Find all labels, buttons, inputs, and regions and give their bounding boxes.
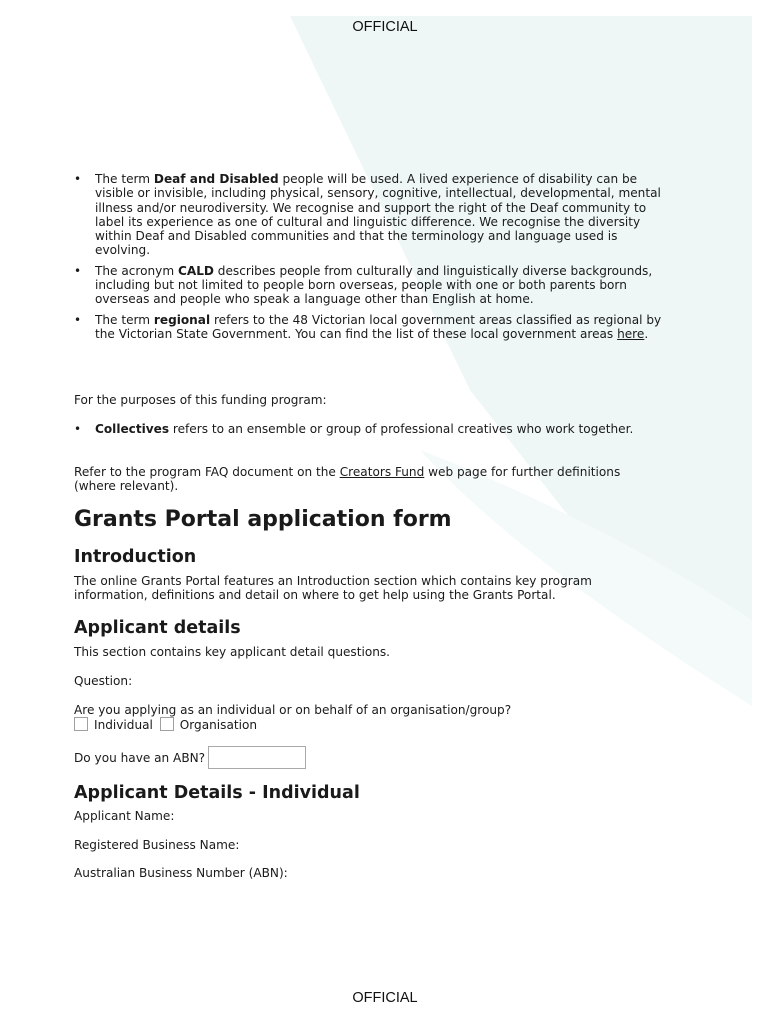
applicant-details-heading: Applicant details <box>74 618 241 638</box>
creators-fund-link[interactable]: Creators Fund <box>339 465 425 479</box>
individual-option-label: Individual <box>94 718 153 732</box>
introduction-text: The online Grants Portal features an Introduction section which contains key program information, definitions and detail on where to get help using the Grants Portal. <box>74 574 592 603</box>
list-item: • The term Deaf and Disabled people will be used. A lived experience of disability can be visible or invisible, including physical, sensory, cognitive, intellectual, developmental, mental illness and/or neurodiversity. We recognise and support the right of the Deaf community to label its experience as one of cultural and linguistic difference. We recognise the diversity within Deaf and Disabled communities and that the terminology and language used is evolving. <box>74 172 661 258</box>
collectives-list <box>74 422 664 436</box>
abn-input[interactable] <box>208 746 306 769</box>
faq-note: Refer to the program FAQ document on the Creators Fund web page for further definitions (where relevant). <box>74 465 621 494</box>
abn-question-row <box>74 746 664 769</box>
introduction-heading: Introduction <box>74 547 197 567</box>
security-marking-bottom: OFFICIAL <box>352 990 418 1006</box>
list-item: • Collectives refers to an ensemble or group of professional creatives who work together. <box>74 422 634 436</box>
bullet-icon: • <box>74 172 82 186</box>
abn-label: Australian Business Number (ABN): <box>74 866 288 880</box>
business-name-label: Registered Business Name: <box>74 838 240 852</box>
term-collectives: Collectives <box>95 422 170 436</box>
individual-checkbox[interactable] <box>74 717 88 731</box>
bullet-icon: • <box>74 263 82 278</box>
individual-details-heading: Applicant Details - Individual <box>74 783 360 803</box>
applicant-type-question: Are you applying as an individual or on behalf of an organisation/group? <box>74 703 512 717</box>
applicant-name-label: Applicant Name: <box>74 809 175 823</box>
applicant-details-text: This section contains key applicant detail questions. <box>74 645 391 659</box>
question-label: Question: <box>74 674 133 688</box>
bullet-icon: • <box>74 422 82 436</box>
list-item: • The term regional refers to the 48 Victorian local government areas classified as regional by the Victorian State Government. You can find the list of these local government areas here. <box>74 312 662 341</box>
list-item: • The acronym CALD describes people from culturally and linguistically diverse backgrounds, including but not limited to people born overseas, people with one or both parents born overseas and people who speak a language other than English at home. <box>74 263 653 307</box>
organisation-option-label: Organisation <box>179 718 258 732</box>
term-regional: regional <box>153 312 211 327</box>
term-deaf-and-disabled: Deaf and Disabled <box>153 172 279 186</box>
applicant-type-options <box>74 717 664 732</box>
here-link[interactable]: here <box>617 326 645 341</box>
definitions-list <box>74 172 664 341</box>
organisation-checkbox[interactable] <box>160 717 174 731</box>
security-marking-top: OFFICIAL <box>352 19 418 35</box>
abn-question: Do you have an ABN? <box>74 751 206 765</box>
term-cald: CALD <box>177 263 214 278</box>
purposes-intro: For the purposes of this funding program: <box>74 393 327 407</box>
page-title: Grants Portal application form <box>74 507 452 532</box>
bullet-icon: • <box>74 312 82 327</box>
